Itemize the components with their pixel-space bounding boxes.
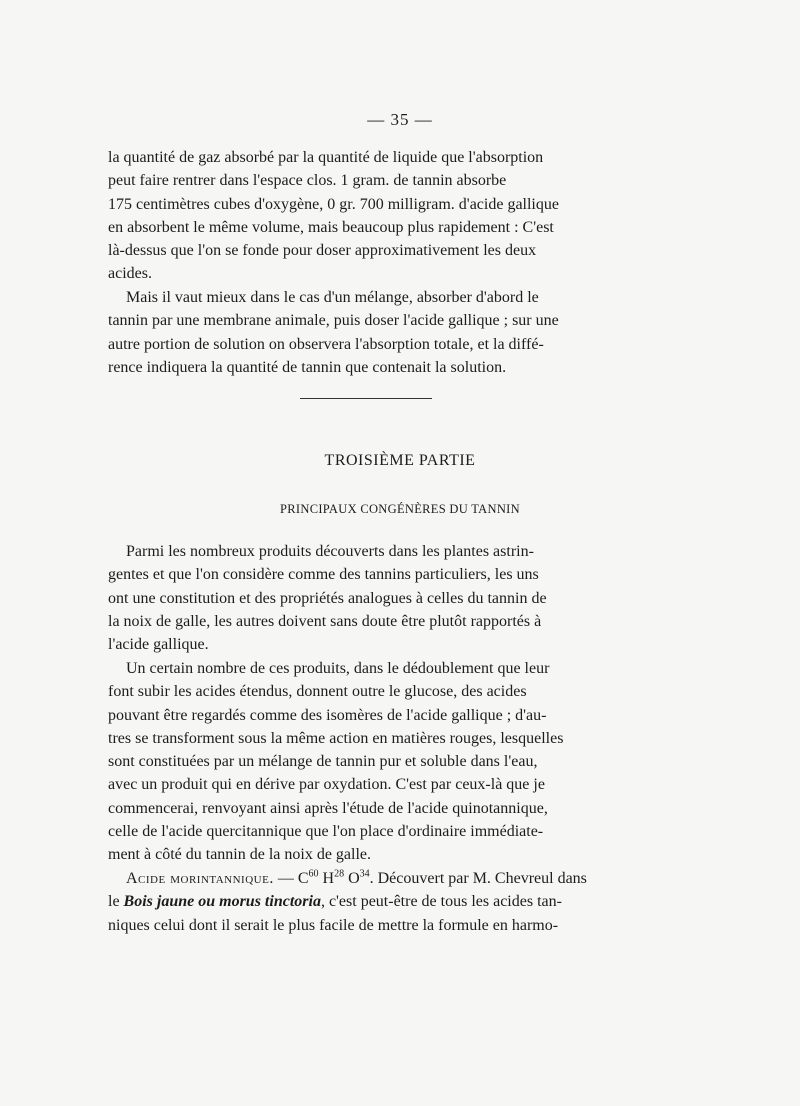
text-line: ont une constitution et des propriétés analogues à celles du tannin de — [108, 589, 547, 607]
formula-text: — C — [273, 870, 309, 887]
text-line: sont constituées par un mélange de tannin pur et soluble dans l'eau, — [108, 753, 538, 771]
text-line: font subir les acides étendus, donnent outre le glucose, des acides — [108, 683, 527, 701]
text-line: celle de l'acide quercitannique que l'on place d'ordinaire immédiate- — [108, 823, 544, 841]
text-line: pouvant être regardés comme des isomères de l'acide gallique ; d'au- — [108, 706, 547, 724]
text-line: Un certain nombre de ces produits, dans le dédoublement que leur — [126, 660, 550, 677]
text-line — [108, 890, 638, 913]
paragraph-decomposition — [108, 657, 638, 867]
text-line: là-dessus que l'on se fonde pour doser approximativement les deux — [108, 242, 537, 260]
paragraph-morintannic-acid — [108, 867, 638, 937]
text-line: l'acide gallique. — [108, 636, 209, 654]
section-title: TROISIÈME PARTIE — [324, 452, 476, 469]
paragraph-intro — [108, 146, 638, 286]
formula-subscript: 34 — [359, 868, 370, 880]
entry-heading: Acide morintannique. — [126, 870, 274, 887]
paragraph-mixture — [108, 286, 638, 379]
text-line: peut faire rentrer dans l'espace clos. 1 gram. de tannin absorbe — [108, 172, 507, 190]
text-line: la quantité de gaz absorbé par la quantité de liquide que l'absorption — [108, 149, 544, 166]
text-line — [108, 867, 638, 890]
formula-text: H — [318, 870, 335, 887]
text-line: la noix de galle, les autres doivent sans doute être plutôt rapportés à — [108, 612, 542, 630]
paragraph-astringent-plants — [108, 540, 638, 656]
text-line: commencerai, renvoyant ainsi après l'étude de l'acide quinotannique, — [108, 799, 548, 817]
section-divider — [300, 398, 432, 399]
formula-subscript: 60 — [308, 868, 319, 880]
text-line: 175 centimètres cubes d'oxygène, 0 gr. 700 milligram. d'acide gallique — [108, 195, 559, 213]
text-line: rence indiquera la quantité de tannin que contenait la solution. — [108, 358, 507, 376]
text-line: en absorbent le même volume, mais beaucoup plus rapidement : C'est — [108, 218, 554, 236]
text-line: niques celui dont il serait le plus facile de mettre la formule en harmo- — [108, 916, 559, 934]
text-line: gentes et que l'on considère comme des tannins particuliers, les uns — [108, 566, 539, 584]
text-line: tres se transforment sous la même action en matières rouges, lesquelles — [108, 729, 564, 747]
text-line: acides. — [108, 265, 152, 283]
formula-text: . Découvert par M. Chevreul dans — [369, 870, 587, 887]
text-line: tannin par une membrane animale, puis doser l'acide gallique ; sur une — [108, 312, 559, 330]
text-line: autre portion de solution on observera l'absorption totale, et la diffé- — [108, 335, 544, 353]
text-line: ment à côté du tannin de la noix de galle. — [108, 846, 372, 864]
section-subtitle: PRINCIPAUX CONGÉNÈRES DU TANNIN — [280, 502, 520, 516]
text-segment: , c'est peut-être de tous les acides tan- — [320, 893, 562, 911]
italic-term: Bois jaune ou morus tinctoria — [123, 893, 321, 911]
formula-subscript: 28 — [334, 868, 345, 880]
text-segment: le — [108, 893, 124, 911]
text-line: Parmi les nombreux produits découverts dans les plantes astrin- — [126, 543, 534, 560]
text-line: avec un produit qui en dérive par oxydation. C'est par ceux-là que je — [108, 776, 545, 794]
text-line: Mais il vaut mieux dans le cas d'un mélange, absorber d'abord le — [126, 289, 539, 306]
page-number: — 35 — — [367, 110, 433, 129]
formula-text: O — [344, 870, 360, 887]
